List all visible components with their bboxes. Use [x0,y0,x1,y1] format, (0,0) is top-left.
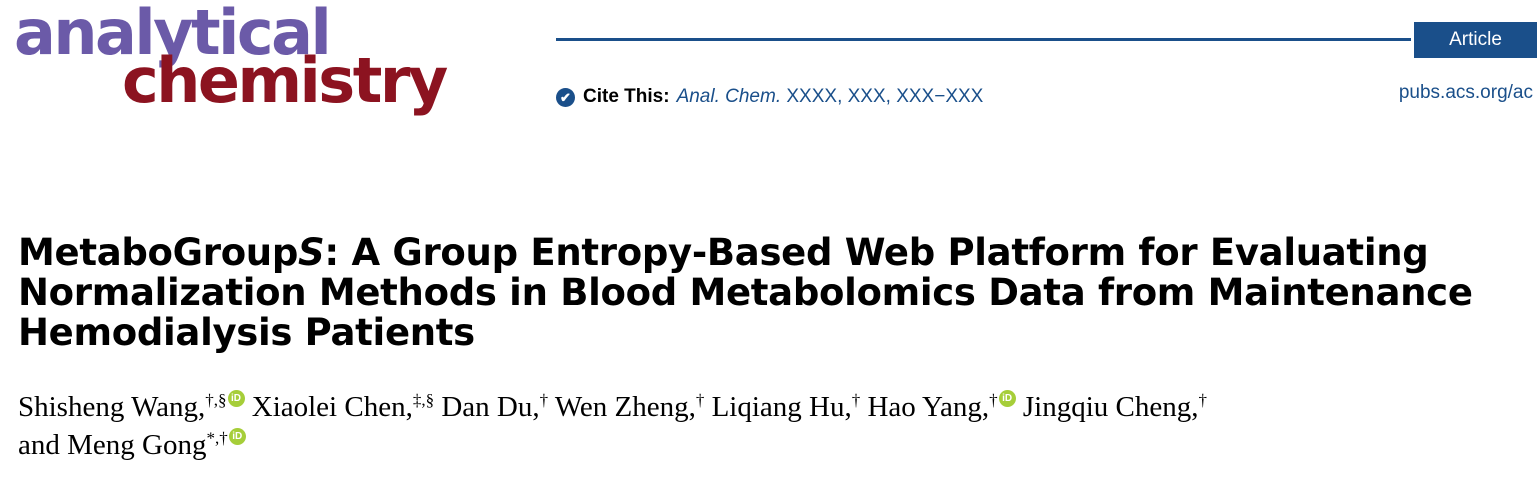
orcid-icon[interactable] [228,390,245,407]
author-list [18,388,1528,464]
author-affiliation-marker: † [695,390,705,410]
author-affiliation-marker: † [989,390,998,410]
author-meng-gong: and Meng Gong [18,429,207,461]
check-circle-icon: ✔ [556,88,575,107]
author-liqiang-hu: Liqiang Hu, [704,391,852,423]
orcid-icon[interactable] [999,390,1016,407]
cite-reference-locator: XXXX, XXX, XXX−XXX [781,86,984,107]
author-xiaolei-chen: Xiaolei Chen, [244,391,413,423]
article-title-part2: : A Group Entropy-Based Web Platform for Evaluating Normalization Methods in Blood Metabolomics Data from Maintenance Hemodialysis Patients [18,230,1473,354]
cite-reference-journal: Anal. Chem. [676,86,782,107]
orcid-icon[interactable] [229,428,246,445]
author-affiliation-marker: † [1198,390,1208,410]
article-type-badge: Article [1414,22,1537,58]
cite-this-block [556,86,983,108]
author-shisheng-wang: Shisheng Wang, [18,391,206,423]
author-corresponding-marker: *,† [206,428,228,448]
journal-logo-word-analytical: analytical [14,0,330,69]
masthead-divider-rule [556,38,1411,41]
author-affiliation-marker: †,§ [205,390,227,410]
author-hao-yang: Hao Yang, [860,391,990,423]
cite-reference[interactable] [677,86,984,108]
article-title-italic-s: S [298,230,325,274]
publisher-url-link[interactable]: pubs.acs.org/ac [1398,82,1533,103]
author-jingqiu-cheng: Jingqiu Cheng, [1015,391,1199,423]
article-title-part1: MetaboGroup [18,230,299,274]
author-wen-zheng: Wen Zheng, [548,391,696,423]
author-dan-du: Dan Du, [434,391,540,423]
journal-masthead [0,0,1537,132]
article-title [18,230,1518,354]
author-affiliation-marker: ‡,§ [412,390,435,410]
journal-logo [14,0,534,118]
author-affiliation-marker: † [851,390,861,410]
cite-this-label: Cite This: [583,86,670,107]
journal-logo-word-chemistry: chemistry [122,44,446,117]
author-affiliation-marker: † [539,390,549,410]
